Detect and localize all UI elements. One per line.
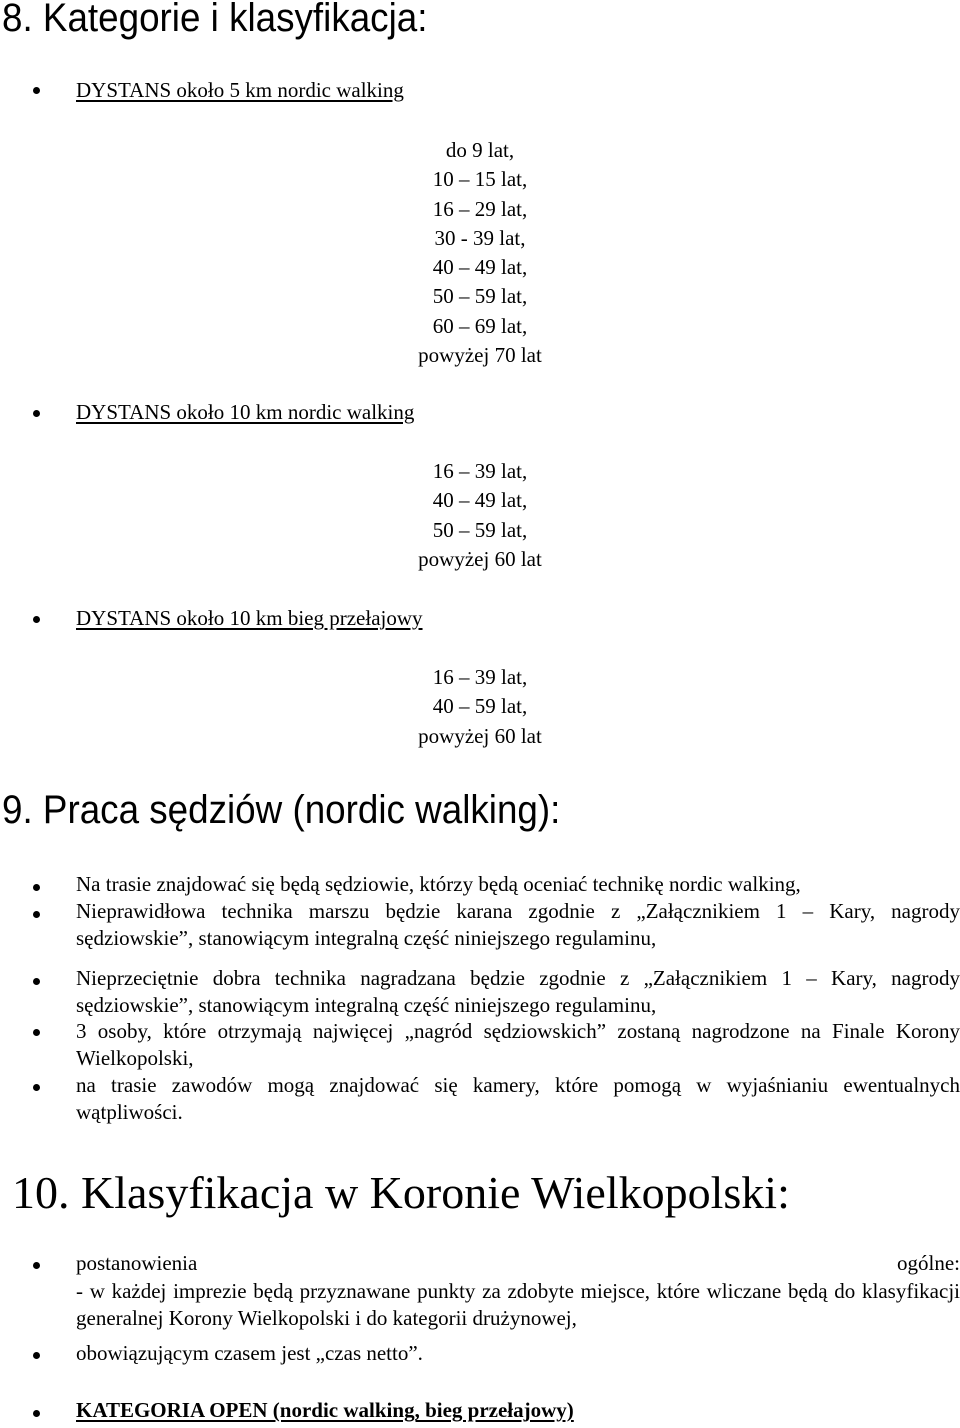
judges-item: Nieprawidłowa technika marszu będzie karana zgodnie z „Załącznikiem 1 – Kary, nagrody sędziowskie”, stanowiącym integralną część niniejszego regulaminu, <box>76 899 960 950</box>
judges-item: 3 osoby, które otrzymają najwięcej „nagród sędziowskich” zostaną nagrodzone na Finale Korony Wielkopolski, <box>76 1019 960 1070</box>
distance-10km-nw-label: DYSTANS około 10 km nordic walking <box>76 400 415 424</box>
bullet <box>33 884 40 891</box>
age-category: 40 – 49 lat, <box>432 255 528 280</box>
age-category: 60 – 69 lat, <box>432 313 528 338</box>
bullet <box>33 1262 40 1269</box>
bullet <box>33 1410 40 1417</box>
age-categories-10km-run <box>405 663 555 751</box>
distance-5km-label: DYSTANS około 5 km nordic walking <box>76 78 404 102</box>
distance-10km-run-label: DYSTANS około 10 km bieg przełajowy <box>76 606 423 630</box>
age-category: 30 - 39 lat, <box>434 225 526 250</box>
judges-item: na trasie zawodów mogą znajdować się kamery, które pomogą w wyjaśnianiu ewentualnych wątpliwości. <box>76 1073 960 1124</box>
general-rules-heading: postanowienia ogólne: <box>76 1251 960 1275</box>
age-category: 10 – 15 lat, <box>432 167 528 192</box>
age-categories-5km <box>405 136 555 370</box>
bullet <box>33 1029 40 1036</box>
age-category: powyżej 70 lat <box>418 343 542 368</box>
age-category: 50 – 59 lat, <box>432 284 528 309</box>
judges-item: Na trasie znajdować się będą sędziowie, którzy będą oceniać technikę nordic walking, <box>76 872 801 896</box>
net-time-rule: obowiązującym czasem jest „czas netto”. <box>76 1341 423 1365</box>
age-categories-10km-nw <box>405 457 555 574</box>
age-category: powyżej 60 lat <box>418 723 542 748</box>
age-category: do 9 lat, <box>445 138 515 162</box>
age-category: 50 – 59 lat, <box>432 517 528 542</box>
age-category: 16 – 39 lat, <box>432 665 528 689</box>
age-category: 16 – 29 lat, <box>432 196 528 221</box>
bullet <box>33 87 40 94</box>
age-category: 40 – 49 lat, <box>432 488 528 513</box>
bullet <box>33 1352 40 1359</box>
bullet <box>33 911 40 918</box>
bullet <box>33 410 40 417</box>
open-category-label: KATEGORIA OPEN (nordic walking, bieg przełajowy) <box>76 1398 574 1422</box>
bullet <box>33 978 40 985</box>
judges-item: Nieprzeciętnie dobra technika nagradzana będzie zgodnie z „Załącznikiem 1 – Kary, nagrody sędziowskie”, stanowiącym integralną część niniejszego regulaminu, <box>76 966 960 1017</box>
age-category: 16 – 39 lat, <box>432 459 528 483</box>
section-9-heading: 9. Praca sędziów (nordic walking): <box>2 788 561 832</box>
bullet <box>33 1084 40 1091</box>
bullet <box>33 616 40 623</box>
age-category: powyżej 60 lat <box>418 546 542 571</box>
age-category: 40 – 59 lat, <box>432 694 528 719</box>
general-rules-text: - w każdej imprezie będą przyznawane punkty za zdobyte miejsce, które wliczane będą do klasyfikacji generalnej Korony Wielkopolski i do kategorii drużynowej, <box>76 1279 960 1330</box>
section-8-heading: 8. Kategorie i klasyfikacja: <box>2 0 428 40</box>
section-10-heading: 10. Klasyfikacja w Koronie Wielkopolski: <box>12 1167 790 1218</box>
